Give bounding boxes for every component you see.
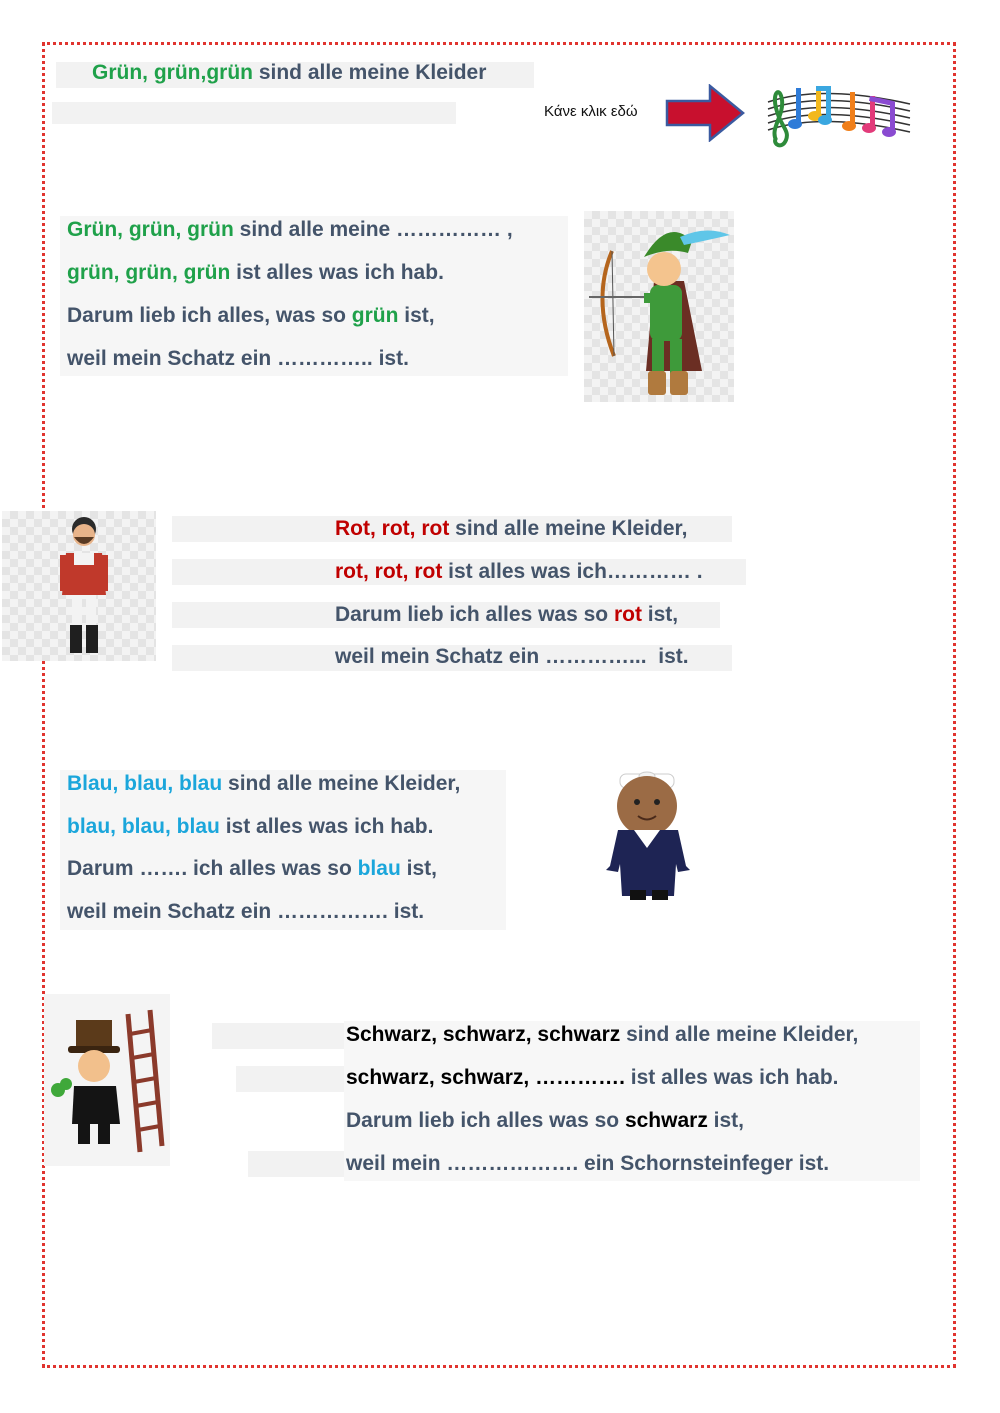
- verse-red-line-1: Rot, rot, rot sind alle meine Kleider,: [335, 517, 688, 540]
- verse-black-line-3: Darum lieb ich alles was so schwarz ist,: [346, 1109, 745, 1132]
- verse-black-line-1: Schwarz, schwarz, schwarz sind alle meine Kleider,: [346, 1023, 859, 1046]
- chimney-sweep-image: [44, 994, 170, 1166]
- sailor-image: [600, 768, 722, 902]
- verse-red-line-3: Darum lieb ich alles was so rot ist,: [335, 603, 679, 626]
- verse-red-line-2: rot, rot, rot ist alles was ich………… .: [335, 560, 703, 583]
- verse-black-shade-1: [212, 1023, 344, 1049]
- verse-green-line-3: Darum lieb ich alles, was so grün ist,: [67, 304, 435, 327]
- verse-green-line-4: weil mein Schatz ein ………….. ist.: [67, 347, 409, 370]
- verse-black-shade-4: [248, 1151, 346, 1177]
- verse-blue-line-4: weil mein Schatz ein ……………. ist.: [67, 900, 425, 923]
- music-notes-icon[interactable]: [762, 78, 914, 156]
- verse-black-line-4: weil mein ………………. ein Schornsteinfeger ist.: [346, 1152, 830, 1175]
- verse-blue-line-3: Darum ……. ich alles was so blau ist,: [67, 857, 437, 880]
- red-right-arrow-icon[interactable]: [664, 84, 746, 142]
- page-title: Grün, grün,grün sind alle meine Kleider: [92, 61, 487, 84]
- verse-black-shade-2: [236, 1066, 346, 1092]
- answer-field-bar[interactable]: [52, 102, 456, 124]
- verse-black-line-2: schwarz, schwarz, …………. ist alles was ich hab.: [346, 1066, 839, 1089]
- archer-image: [584, 211, 734, 402]
- verse-green-line-2: grün, grün, grün ist alles was ich hab.: [67, 261, 444, 284]
- verse-red-line-4: weil mein Schatz ein …………... ist.: [335, 645, 689, 668]
- rider-image: [2, 511, 156, 661]
- verse-blue-line-2: blau, blau, blau ist alles was ich hab.: [67, 815, 434, 838]
- verse-blue-line-1: Blau, blau, blau sind alle meine Kleider,: [67, 772, 461, 795]
- click-here-label[interactable]: Κάνε κλικ εδώ: [544, 103, 638, 120]
- verse-green-line-1: Grün, grün, grün sind alle meine …………… ,: [67, 218, 513, 241]
